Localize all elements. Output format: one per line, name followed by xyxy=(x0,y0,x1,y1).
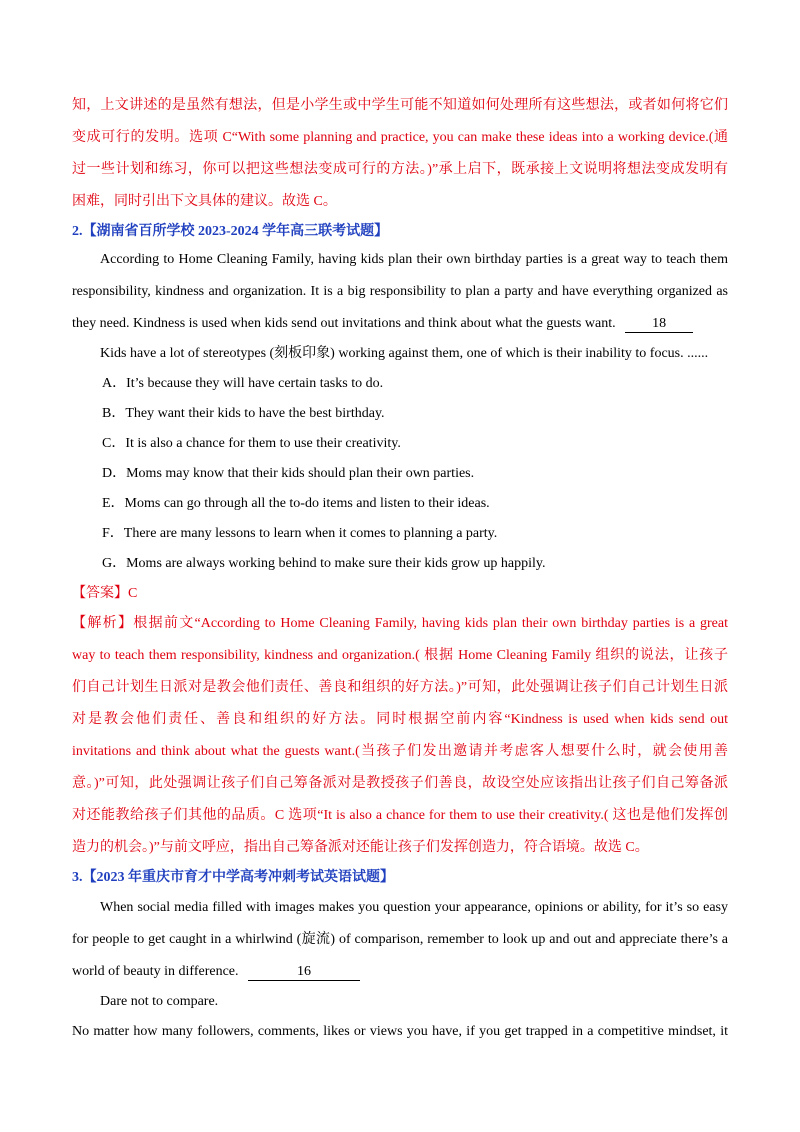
option-f: F．There are many lessons to learn when it comes to planning a party. xyxy=(102,526,498,541)
analysis-line: 们自己计划生日派对是教会他们责任、善良和组织的好方法。)”可知，此处强调让孩子们自己计划生日派 xyxy=(72,680,728,695)
explanation-line: 知，上文讲述的是虽然有想法，但是小学生或中学生可能不知道如何处理所有这些想法，或者如何将它们 xyxy=(72,98,728,113)
passage-text: they need. Kindness is used when kids send out invitations and think about what the guests want. xyxy=(72,316,616,331)
passage-line: Kids have a lot of stereotypes (刻板印象) working against them, one of which is their inability to focus. ...... xyxy=(100,346,709,361)
answer-blank: 18 xyxy=(625,316,693,333)
option-g: G．Moms are always working behind to make sure their kids grow up happily. xyxy=(102,556,546,571)
option-b: B．They want their kids to have the best birthday. xyxy=(102,406,385,421)
analysis-line: way to teach them responsibility, kindness and organization.( 根据 Home Cleaning Family 组织的说法，让孩子 xyxy=(72,648,728,663)
passage-line: Dare not to compare. xyxy=(100,994,219,1009)
passage-text: world of beauty in difference. xyxy=(72,964,239,979)
passage-line: According to Home Cleaning Family, having kids plan their own birthday parties is a great way to teach them xyxy=(100,252,728,267)
explanation-line: 过一些计划和练习，你可以把这些想法变成可行的方法。)”承上启下，既承接上文说明将想法变成发明有 xyxy=(72,162,728,177)
passage-line xyxy=(72,962,728,982)
passage-line xyxy=(72,314,728,334)
option-a: A．It’s because they will have certain tasks to do. xyxy=(102,376,384,391)
option-d: D．Moms may know that their kids should plan their own parties. xyxy=(102,466,475,481)
answer-blank: 16 xyxy=(248,964,360,981)
analysis-line: 造力的机会。)”与前文呼应，指出自己筹备派对还能让孩子们发挥创造力，符合语境。故选 C。 xyxy=(72,840,649,855)
passage-line: When social media filled with images makes you question your appearance, opinions or ability, for it’s so easy xyxy=(100,900,728,915)
question-heading: 2.【湖南省百所学校 2023-2024 学年高三联考试题】 xyxy=(72,224,389,239)
passage-line: No matter how many followers, comments, likes or views you have, if you get trapped in a competitive mindset, it xyxy=(72,1024,728,1039)
question-heading: 3.【2023 年重庆市育才中学高考冲刺考试英语试题】 xyxy=(72,870,394,885)
analysis-line: 意。)”可知，此处强调让孩子们自己筹备派对是教授孩子们善良，故设空处应该指出让孩子们自己筹备派 xyxy=(72,776,728,791)
analysis-line: 对是教会他们责任、善良和组织的好方法。同时根据空前内容“Kindness is used when kids send out xyxy=(72,712,728,727)
analysis-line: 对还能教给孩子们其他的品质。C 选项“It is also a chance for them to use their creativity.( 这也是他们发挥创 xyxy=(72,808,728,823)
answer-label: 【答案】C xyxy=(72,586,138,601)
passage-line: for people to get caught in a whirlwind (旋流) of comparison, remember to look up and out and appreciate there’s a xyxy=(72,932,728,947)
option-e: E．Moms can go through all the to-do items and listen to their ideas. xyxy=(102,496,490,511)
explanation-line: 变成可行的发明。选项 C“With some planning and practice, you can make these ideas into a working device.(通 xyxy=(72,130,728,145)
explanation-line: 困难，同时引出下文具体的建议。故选 C。 xyxy=(72,194,337,209)
passage-line: responsibility, kindness and organization. It is a big responsibility to plan a party and have everything organized as xyxy=(72,284,728,299)
option-c: C．It is also a chance for them to use their creativity. xyxy=(102,436,401,451)
analysis-line: invitations and think about what the guests want.(当孩子们发出邀请并考虑客人想要什么时，就会使用善 xyxy=(72,744,728,759)
analysis-line: 【解析】根据前文“According to Home Cleaning Family, having kids plan their own birthday parties is a great xyxy=(72,616,728,631)
